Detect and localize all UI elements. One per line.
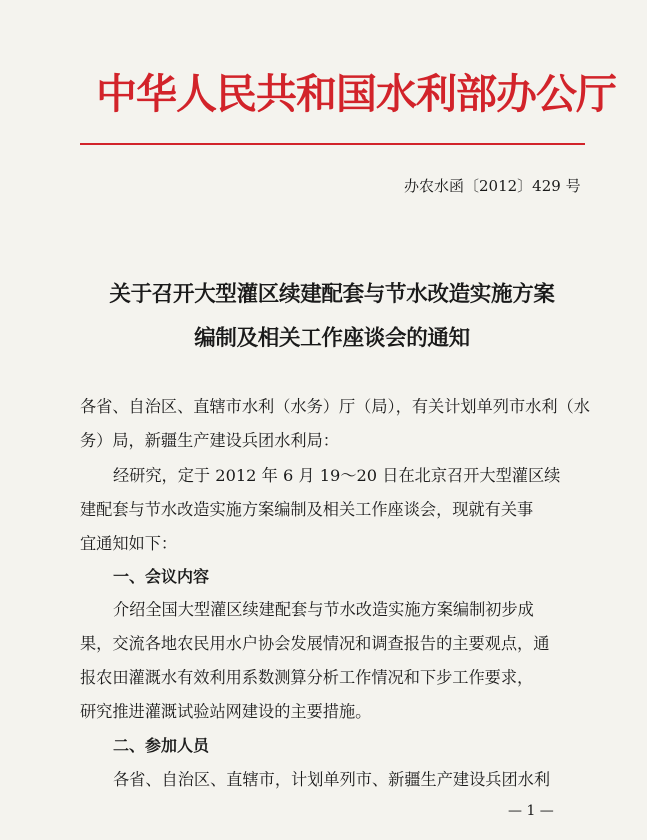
document-number: 办农水函〔2012〕429 号 <box>404 177 581 195</box>
section-1-heading: 一、会议内容 <box>113 567 210 586</box>
page-number: — 1 — <box>508 803 554 819</box>
document-title-line-1: 关于召开大型灌区续建配套与节水改造实施方案 <box>109 282 555 307</box>
intro-line-3: 宜通知如下： <box>80 534 178 553</box>
addressee-line-2: 务）局，新疆生产建设兵团水利局： <box>80 431 339 450</box>
letterhead-org-name: 中华人民共和国水利部办公厅 <box>96 70 616 118</box>
section-2-line-1: 各省、自治区、直辖市，计划单列市、新疆生产建设兵团水利 <box>113 770 551 789</box>
section-1-line-2: 果，交流各地农民用水户协会发展情况和调查报告的主要观点，通 <box>80 634 550 653</box>
intro-line-1: 经研究，定于 2012 年 6 月 19～20 日在北京召开大型灌区续 <box>113 466 561 485</box>
intro-line-2: 建配套与节水改造实施方案编制及相关工作座谈会，现就有关事 <box>80 500 534 519</box>
addressee-line-1: 各省、自治区、直辖市水利（水务）厅（局），有关计划单列市水利（水 <box>80 397 590 416</box>
document-title-line-2: 编制及相关工作座谈会的通知 <box>194 326 470 351</box>
section-1-line-3: 报农田灌溉水有效利用系数测算分析工作情况和下步工作要求， <box>80 668 534 687</box>
letterhead-red-rule <box>80 143 585 145</box>
section-1-line-4: 研究推进灌溉试验站网建设的主要措施。 <box>80 702 372 721</box>
section-1-line-1: 介绍全国大型灌区续建配套与节水改造实施方案编制初步成 <box>113 600 534 619</box>
section-2-heading: 二、参加人员 <box>113 736 210 755</box>
